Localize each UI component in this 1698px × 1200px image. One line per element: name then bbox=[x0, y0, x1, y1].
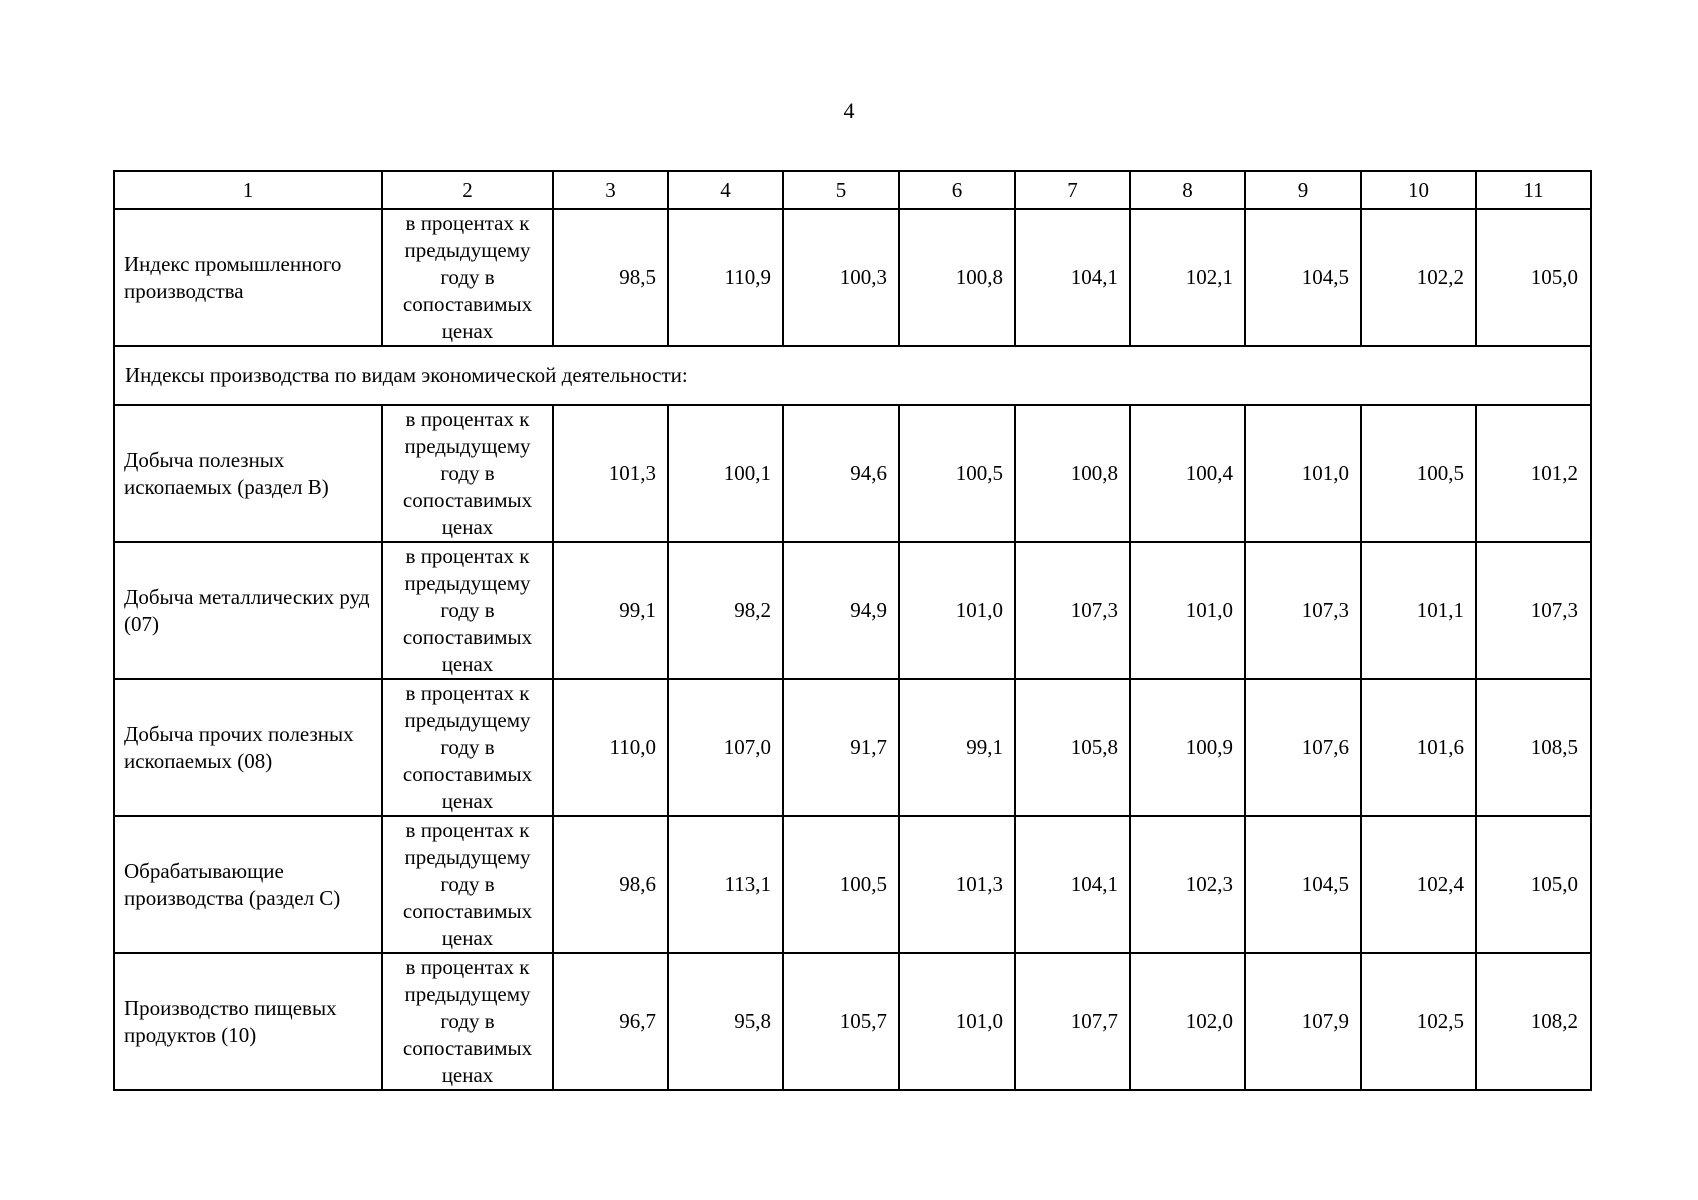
value-cell: 102,3 bbox=[1130, 816, 1245, 953]
value-cell: 107,3 bbox=[1476, 542, 1591, 679]
value-cell: 94,6 bbox=[783, 405, 899, 542]
section-title: Индексы производства по видам экономической деятельности: bbox=[114, 346, 1591, 405]
indicator-name: Добыча металлических руд (07) bbox=[114, 542, 382, 679]
value-cell: 107,3 bbox=[1245, 542, 1361, 679]
value-cell: 107,3 bbox=[1015, 542, 1130, 679]
header-cell: 1 bbox=[114, 171, 382, 209]
value-cell: 99,1 bbox=[553, 542, 668, 679]
indicator-unit: в процентах к предыдущему году в сопоставимых ценах bbox=[382, 679, 553, 816]
value-cell: 95,8 bbox=[668, 953, 783, 1090]
value-cell: 105,0 bbox=[1476, 816, 1591, 953]
header-cell: 4 bbox=[668, 171, 783, 209]
value-cell: 101,1 bbox=[1361, 542, 1476, 679]
header-cell: 11 bbox=[1476, 171, 1591, 209]
value-cell: 100,1 bbox=[668, 405, 783, 542]
indicator-unit: в процентах к предыдущему году в сопоставимых ценах bbox=[382, 816, 553, 953]
header-cell: 6 bbox=[899, 171, 1015, 209]
header-cell: 10 bbox=[1361, 171, 1476, 209]
value-cell: 104,5 bbox=[1245, 816, 1361, 953]
value-cell: 108,5 bbox=[1476, 679, 1591, 816]
header-cell: 7 bbox=[1015, 171, 1130, 209]
page-number-text: 4 bbox=[843, 98, 855, 123]
value-cell: 102,1 bbox=[1130, 209, 1245, 346]
indicators-table bbox=[113, 170, 1592, 1091]
value-cell: 98,2 bbox=[668, 542, 783, 679]
header-cell: 9 bbox=[1245, 171, 1361, 209]
value-cell: 98,6 bbox=[553, 816, 668, 953]
table-row bbox=[114, 542, 1591, 679]
value-cell: 100,4 bbox=[1130, 405, 1245, 542]
value-cell: 105,8 bbox=[1015, 679, 1130, 816]
value-cell: 100,8 bbox=[1015, 405, 1130, 542]
value-cell: 107,6 bbox=[1245, 679, 1361, 816]
value-cell: 104,1 bbox=[1015, 209, 1130, 346]
table-row bbox=[114, 679, 1591, 816]
section-header-row bbox=[114, 346, 1591, 405]
value-cell: 98,5 bbox=[553, 209, 668, 346]
table-row bbox=[114, 405, 1591, 542]
value-cell: 91,7 bbox=[783, 679, 899, 816]
value-cell: 100,5 bbox=[1361, 405, 1476, 542]
table-body bbox=[114, 171, 1591, 1090]
value-cell: 102,5 bbox=[1361, 953, 1476, 1090]
value-cell: 102,0 bbox=[1130, 953, 1245, 1090]
table-header-row bbox=[114, 171, 1591, 209]
indicator-unit: в процентах к предыдущему году в сопоставимых ценах bbox=[382, 953, 553, 1090]
value-cell: 101,0 bbox=[1245, 405, 1361, 542]
table-row bbox=[114, 816, 1591, 953]
value-cell: 99,1 bbox=[899, 679, 1015, 816]
value-cell: 101,0 bbox=[899, 542, 1015, 679]
indicator-name: Добыча прочих полезных ископаемых (08) bbox=[114, 679, 382, 816]
value-cell: 101,0 bbox=[899, 953, 1015, 1090]
table-row bbox=[114, 209, 1591, 346]
header-cell: 5 bbox=[783, 171, 899, 209]
indicator-name: Производство пищевых продуктов (10) bbox=[114, 953, 382, 1090]
value-cell: 100,5 bbox=[783, 816, 899, 953]
value-cell: 101,2 bbox=[1476, 405, 1591, 542]
value-cell: 102,4 bbox=[1361, 816, 1476, 953]
value-cell: 104,5 bbox=[1245, 209, 1361, 346]
value-cell: 113,1 bbox=[668, 816, 783, 953]
header-cell: 3 bbox=[553, 171, 668, 209]
value-cell: 101,0 bbox=[1130, 542, 1245, 679]
indicator-name: Обрабатывающие производства (раздел C) bbox=[114, 816, 382, 953]
value-cell: 104,1 bbox=[1015, 816, 1130, 953]
indicator-unit: в процентах к предыдущему году в сопоставимых ценах bbox=[382, 209, 553, 346]
page-number bbox=[0, 98, 1698, 124]
value-cell: 110,0 bbox=[553, 679, 668, 816]
value-cell: 100,5 bbox=[899, 405, 1015, 542]
value-cell: 105,7 bbox=[783, 953, 899, 1090]
value-cell: 110,9 bbox=[668, 209, 783, 346]
value-cell: 94,9 bbox=[783, 542, 899, 679]
value-cell: 107,0 bbox=[668, 679, 783, 816]
value-cell: 100,9 bbox=[1130, 679, 1245, 816]
indicator-unit: в процентах к предыдущему году в сопоставимых ценах bbox=[382, 542, 553, 679]
value-cell: 96,7 bbox=[553, 953, 668, 1090]
value-cell: 102,2 bbox=[1361, 209, 1476, 346]
indicator-name: Добыча полезных ископаемых (раздел B) bbox=[114, 405, 382, 542]
value-cell: 107,9 bbox=[1245, 953, 1361, 1090]
header-cell: 2 bbox=[382, 171, 553, 209]
indicator-unit: в процентах к предыдущему году в сопоставимых ценах bbox=[382, 405, 553, 542]
value-cell: 101,6 bbox=[1361, 679, 1476, 816]
value-cell: 101,3 bbox=[899, 816, 1015, 953]
header-cell: 8 bbox=[1130, 171, 1245, 209]
indicator-name: Индекс промышленного производства bbox=[114, 209, 382, 346]
value-cell: 100,3 bbox=[783, 209, 899, 346]
table-row bbox=[114, 953, 1591, 1090]
value-cell: 107,7 bbox=[1015, 953, 1130, 1090]
value-cell: 108,2 bbox=[1476, 953, 1591, 1090]
value-cell: 101,3 bbox=[553, 405, 668, 542]
value-cell: 105,0 bbox=[1476, 209, 1591, 346]
value-cell: 100,8 bbox=[899, 209, 1015, 346]
